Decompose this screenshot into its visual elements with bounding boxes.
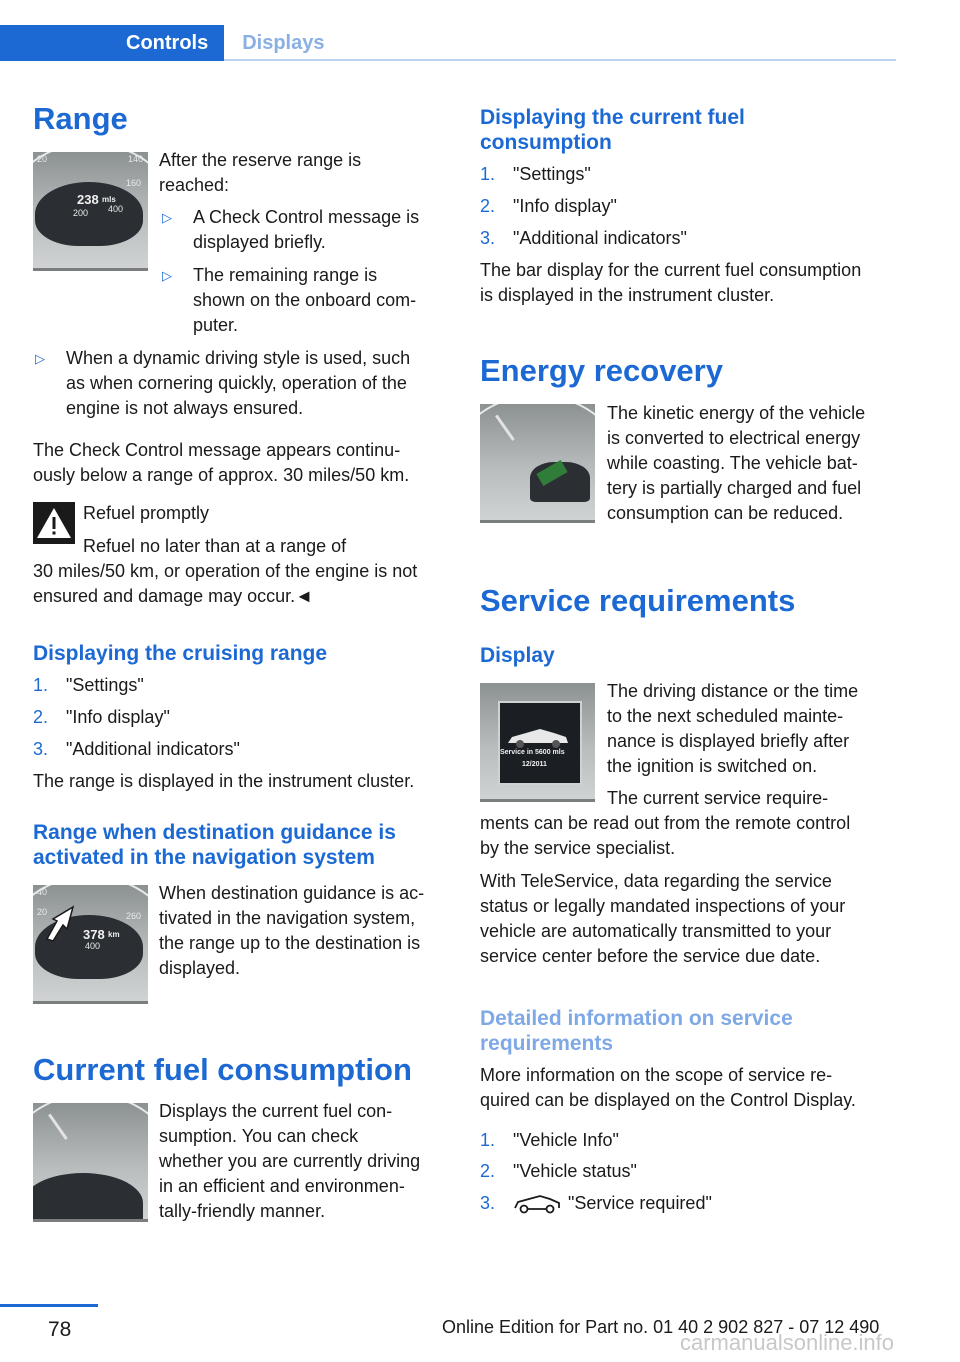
destination-display-value: 378 — [83, 927, 105, 942]
list-number: 1. — [480, 1130, 496, 1150]
vehicle-outline-icon — [513, 1193, 561, 1215]
fuel-line-3: whether you are currently driving — [159, 1151, 421, 1171]
destination-line-4: displayed. — [159, 958, 241, 978]
list-item: "Info display" — [513, 196, 617, 216]
fuel-line-1: Displays the current fuel con- — [159, 1101, 393, 1121]
sub-bullet-2-line-1: The remaining range is — [193, 265, 378, 285]
energy-line-3: while coasting. The vehicle bat- — [607, 453, 858, 473]
tele-line-3: vehicle are automatically transmitted to your — [480, 921, 832, 941]
display-fuel-title-2: consumption — [480, 131, 612, 154]
service-line-2: to the next scheduled mainte- — [607, 706, 844, 726]
list-item: "Settings" — [513, 164, 591, 184]
list-number: 2. — [480, 196, 496, 216]
range-intro-2: reached: — [159, 175, 230, 195]
bullet-line-2: as when cornering quickly, operation of the — [66, 373, 407, 393]
destination-line-2: tivated in the navigation system, — [159, 908, 416, 928]
list-number: 3. — [33, 739, 49, 759]
triangle-bullet-icon: ▷ — [35, 351, 45, 366]
destination-line-1: When destination guidance is ac- — [159, 883, 425, 903]
detailed-title-2: requirements — [480, 1032, 614, 1055]
warning-line-1: Refuel no later than at a range of — [83, 536, 347, 556]
car-icon — [506, 725, 570, 749]
list-number: 2. — [480, 1161, 496, 1181]
destination-line-3: the range up to the destination is — [159, 933, 421, 953]
triangle-bullet-icon: ▷ — [162, 268, 172, 283]
range-para-1: The Check Control message appears continu- — [33, 440, 401, 460]
warning-line-3: ensured and damage may occur.◄ — [33, 586, 313, 606]
list-item: "Additional indicators" — [66, 739, 240, 759]
edition-text: Online Edition for Part no. 01 40 2 902 827 - 07 12 490 — [442, 1317, 880, 1337]
cruising-range-title: Displaying the cruising range — [33, 642, 328, 665]
arrow-pointer-icon — [43, 903, 83, 943]
energy-recovery-image — [480, 404, 595, 523]
service-display-image: Service in 5600 mls 12/2011 — [480, 683, 595, 802]
fuel-line-2: sumption. You can check — [159, 1126, 359, 1146]
destination-gauge-image: 40 20 260 400 378 km — [33, 885, 148, 1004]
triangle-bullet-icon: ▷ — [162, 210, 172, 225]
service-line-3: nance is displayed briefly after — [607, 731, 850, 751]
energy-line-5: consumption can be reduced. — [607, 503, 844, 523]
energy-line-2: is converted to electrical energy — [607, 428, 861, 448]
service-cont-2: by the service specialist. — [480, 838, 676, 858]
page-number: 78 — [48, 1318, 72, 1341]
sub-bullet-2-line-2: shown on the onboard com- — [193, 290, 417, 310]
destination-title-2: activated in the navigation system — [33, 846, 375, 869]
warning-title: Refuel promptly — [83, 503, 210, 523]
display-fuel-note-2: is displayed in the instrument cluster. — [480, 285, 775, 305]
tele-line-4: service center before the service due date. — [480, 946, 821, 966]
watermark: carmanualsonline.info — [680, 1330, 895, 1355]
list-item: "Vehicle Info" — [513, 1130, 619, 1150]
list-item: "Additional indicators" — [513, 228, 687, 248]
fuel-line-5: tally-friendly manner. — [159, 1201, 326, 1221]
list-number: 3. — [480, 228, 496, 248]
warning-line-2: 30 miles/50 km, or operation of the engine is not — [33, 561, 418, 581]
bullet-line-3: engine is not always ensured. — [66, 398, 304, 418]
service-line-4: the ignition is switched on. — [607, 756, 818, 776]
sub-bullet-2-line-3: puter. — [193, 315, 239, 335]
tab-displays[interactable]: Displays — [242, 32, 325, 54]
service-display-title: Display — [480, 644, 555, 667]
range-display-value: 238 — [77, 192, 99, 207]
header-divider — [224, 59, 896, 61]
section-title-energy: Energy recovery — [480, 353, 723, 388]
bullet-line-1: When a dynamic driving style is used, such — [66, 348, 411, 368]
destination-title-1: Range when destination guidance is — [33, 821, 396, 844]
list-number: 3. — [480, 1193, 496, 1213]
detailed-title-1: Detailed information on service — [480, 1007, 793, 1030]
footer-divider — [0, 1304, 98, 1307]
energy-line-1: The kinetic energy of the vehicle — [607, 403, 866, 423]
service-cont-1: ments can be read out from the remote control — [480, 813, 851, 833]
display-fuel-note-1: The bar display for the current fuel consumption — [480, 260, 862, 280]
detailed-para-2: quired can be displayed on the Control Display. — [480, 1090, 856, 1110]
list-item: "Settings" — [66, 675, 144, 695]
cruising-note: The range is displayed in the instrument cluster. — [33, 771, 415, 791]
tele-line-2: status or legally mandated inspections of your — [480, 896, 846, 916]
list-item: "Vehicle status" — [513, 1161, 637, 1181]
sub-bullet-1-line-2: displayed briefly. — [193, 232, 326, 252]
list-number: 2. — [33, 707, 49, 727]
display-fuel-title-1: Displaying the current fuel — [480, 106, 745, 129]
tele-line-1: With TeleService, data regarding the service — [480, 871, 832, 891]
sub-bullet-1-line-1: A Check Control message is — [193, 207, 420, 227]
list-item: "Info display" — [66, 707, 170, 727]
service-line-1: The driving distance or the time — [607, 681, 859, 701]
energy-line-4: tery is partially charged and fuel — [607, 478, 862, 498]
range-intro-1: After the reserve range is — [159, 150, 362, 170]
section-title-service: Service requirements — [480, 583, 796, 618]
list-number: 1. — [33, 675, 49, 695]
section-title-fuel: Current fuel consumption — [33, 1052, 412, 1087]
warning-triangle-icon — [33, 502, 75, 544]
range-gauge-image: 20 140 160 200 400 238 mls — [33, 152, 148, 271]
range-para-2: ously below a range of approx. 30 miles/50 km. — [33, 465, 410, 485]
list-item: "Service required" — [568, 1193, 712, 1213]
header-tabs — [0, 25, 324, 61]
section-title-range: Range — [33, 101, 128, 136]
fuel-gauge-image — [33, 1103, 148, 1222]
tab-controls[interactable]: Controls — [0, 25, 224, 61]
fuel-line-4: in an efficient and environmen- — [159, 1176, 405, 1196]
detailed-para-1: More information on the scope of service re- — [480, 1065, 833, 1085]
service-line-5: The current service require- — [607, 788, 829, 808]
list-number: 1. — [480, 164, 496, 184]
